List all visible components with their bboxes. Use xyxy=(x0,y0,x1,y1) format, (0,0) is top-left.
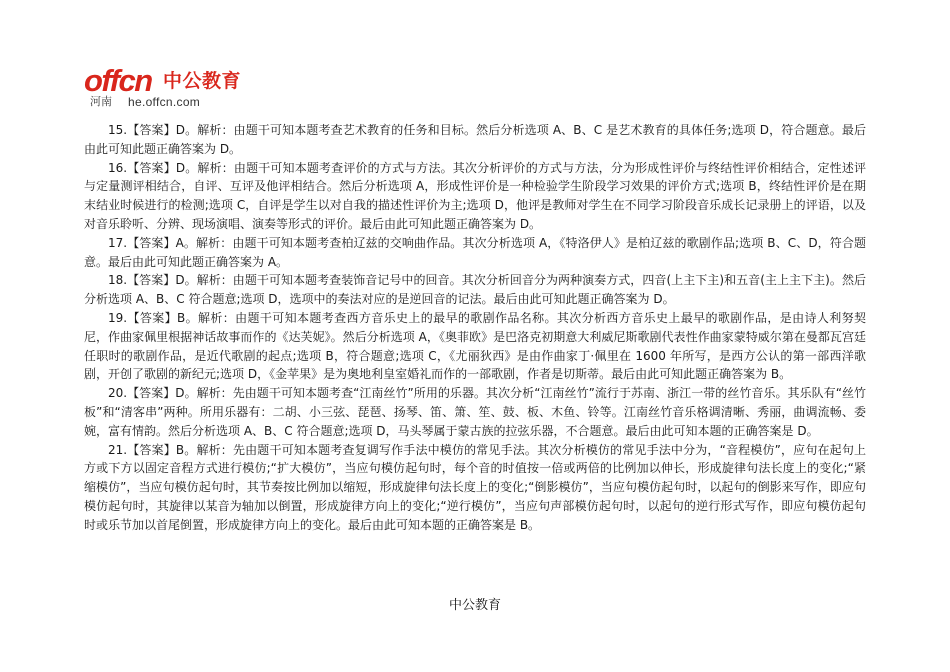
answer-paragraph-18: 18.【答案】D。解析：由题干可知本题考查装饰音记号中的回音。其次分析回音分为两种演奏方式，四音(上主下主)和五音(主上主下主)。然后分析选项 A、B、C 符合题意;选项 D，选项中的奏法对应的是逆回音的记法。最后由此可知此题正确答案为 D。 xyxy=(84,273,866,307)
offcn-logo xyxy=(84,64,254,112)
answer-paragraph-15: 15.【答案】D。解析：由题干可知本题考查艺术教育的任务和目标。然后分析选项 A、B、C 是艺术教育的具体任务;选项 D，符合题意。最后由此可知此题正确答案为 D。 xyxy=(84,123,866,156)
answer-paragraph-21: 21.【答案】B。解析：先由题干可知本题考查复调写作手法中模仿的常见手法。其次分析模仿的常见手法中分为，“音程模仿”，应句在起句上方或下方以固定音程方式进行模仿;“扩大模仿”，当应句模仿起句时，每个音的时值按一倍或两倍的比例加以伸长，形成旋律句法长度上的变化;“紧缩模仿”，当应句模仿起句时，其节奏按比例加以缩短，形成旋律句法长度上的变化;“倒影模仿”，当应句模仿起句时，以起句的倒影来写作，即应句模仿起句时，其旋律以某音为轴加以倒置，形成旋律方向上的变化;“逆行模仿”，当应句声部模仿起句时，以起句的逆行形式写作，即应句模仿起句时或乐节加以首尾倒置，形成旋律方向上的变化。最后由此可知本题的正确答案是 B。 xyxy=(84,442,866,532)
page-footer: 中公教育 xyxy=(448,598,501,613)
logo-region: 河南 xyxy=(90,95,112,108)
logo-wordmark: offcn xyxy=(84,63,152,98)
logo-brand-name: 中公教育 xyxy=(163,70,242,92)
answer-paragraph-20: 20.【答案】D。解析：先由题干可知本题考查“江南丝竹”所用的乐器。其次分析“江南丝竹”流行于苏南、浙江一带的丝竹音乐。其乐队有“丝竹板”和“清客串”两种。所用乐器有：二胡、小三弦、琵琶、扬琴、笛、箫、笙、鼓、板、木鱼、铃等。江南丝竹音乐格调清晰、秀丽，曲调流畅、委婉，富有情韵。然后分析选项 A、B、C 符合题意;选项 D，马头琴属于蒙古族的拉弦乐器，不合题意。最后由此可知本题的正确答案是 D。 xyxy=(84,386,866,438)
logo-url: he.offcn.com xyxy=(128,95,201,109)
answer-paragraph-17: 17.【答案】A。解析：由题干可知本题考查柏辽兹的交响曲作品。其次分析选项 A，《特洛伊人》是柏辽兹的歌剧作品;选项 B、C、D，符合题意。最后由此可知此题正确答案为 A。 xyxy=(84,235,866,269)
answer-explanations xyxy=(84,121,866,535)
answer-paragraph-16: 16.【答案】D。解析：由题干可知本题考查评价的方式与方法。其次分析评价的方式与方法，分为形成性评价与终结性评价相结合，定性述评与定量测评相结合，自评、互评及他评相结合。然后分析选项 A，形成性评价是一种检验学生阶段学习效果的评价方式;选项 B，终结性评价是在期末结业时候进行的检测;选项 C，自评是学生以对自我的描述性评价为主;选项 D，他评是教师对学生在不同学习阶段音乐成长记录册上的评语，以及对音乐聆听、分辨、现场演唱、演奏等形式的评价。最后由此可知此题正确答案为 D。 xyxy=(84,160,866,231)
answer-paragraph-19: 19.【答案】B。解析：由题干可知本题考查西方音乐史上的最早的歌剧作品名称。其次分析西方音乐史上最早的歌剧作品，是由诗人利努契尼，作曲家佩里根据神话故事而作的《达芙妮》。然后分析选项 A，《奥菲欧》是巴洛克初期意大利威尼斯歌剧代表性作曲家蒙特威尔第在曼都瓦宫廷任职时的歌剧作品，是近代歌剧的起点;选项 B，符合题意;选项 C，《尤丽狄西》是由作曲家丁·佩里在 1600 年所写，是西方公认的第一部西洋歌剧，开创了歌剧的新纪元;选项 D，《金苹果》是为奥地利皇室婚礼而作的一部歌剧，作者是切斯蒂。最后由此可知此题正确答案为 B。 xyxy=(84,310,866,382)
